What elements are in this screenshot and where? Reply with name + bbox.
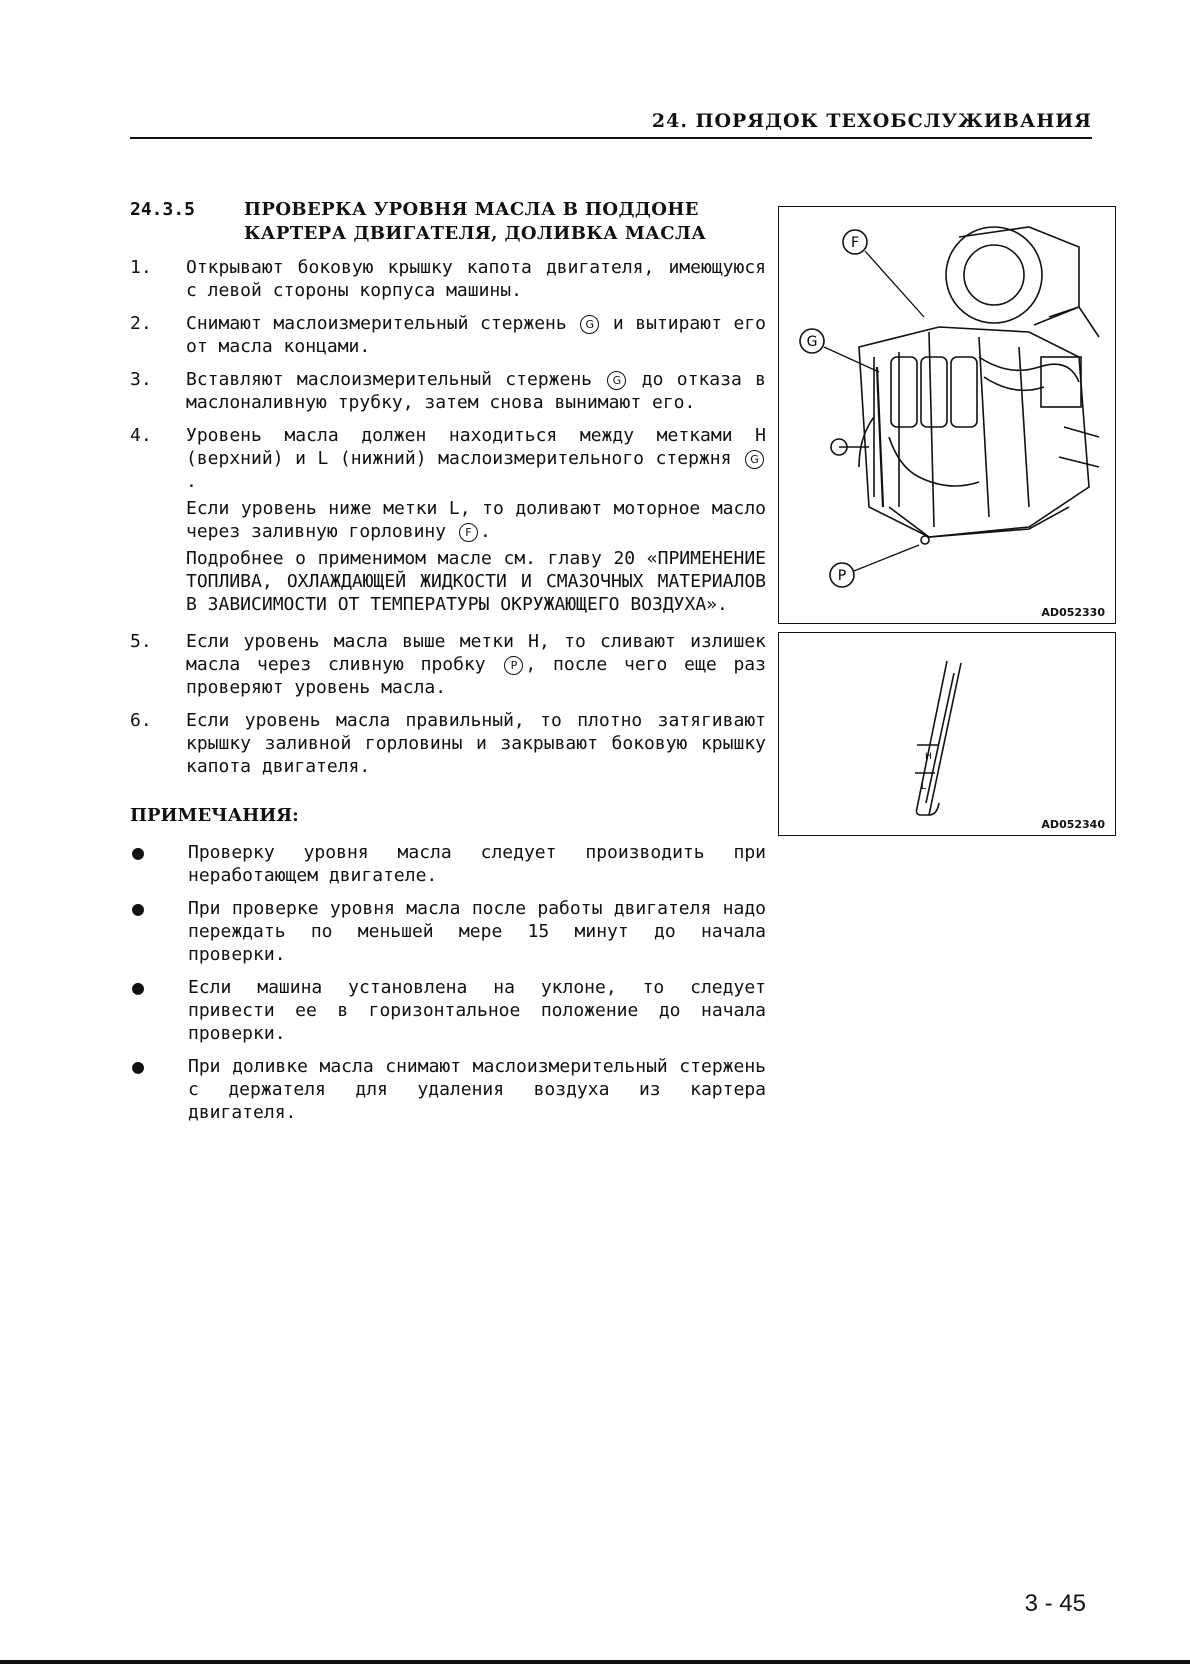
step-text-part: Вставляют маслоизмерительный стержень xyxy=(186,369,593,390)
callout-mark: G xyxy=(580,315,599,334)
notes-list xyxy=(130,841,766,1124)
mark-h-label: H xyxy=(925,752,932,762)
step-text xyxy=(186,424,766,620)
callout-mark: G xyxy=(607,371,626,390)
bullet-icon: ● xyxy=(132,975,145,999)
callout-mark: G xyxy=(745,450,764,469)
step-number: 1. xyxy=(130,257,152,278)
step-paragraph: Подробнее о применимом масле см. главу 20 «ПРИМЕНЕНИЕ ТОПЛИВА, ОХЛАЖДАЮЩЕЙ ЖИДКОСТИ И СМАЗОЧНЫХ МАТЕРИАЛОВ В ЗАВИСИМОСТИ ОТ ТЕМПЕРАТУРЫ ОКРУЖАЮЩЕГО ВОЗДУХА». xyxy=(186,548,766,615)
note-text: Если машина установлена на уклоне, то следует привести ее в горизонтальное положение до начала проверки. xyxy=(188,977,766,1044)
dipstick-figure xyxy=(778,632,1116,836)
note-item xyxy=(130,976,766,1045)
note-text: При доливке масла снимают маслоизмерительный стержень с держателя для удаления воздуха из картера двигателя. xyxy=(188,1056,766,1123)
section-number: 24.3.5 xyxy=(130,199,196,220)
step-text-part: до отказа в маслоналивную трубку, затем снова вынимают его. xyxy=(186,369,766,413)
procedure-steps xyxy=(130,256,766,778)
engine-figure xyxy=(778,206,1116,624)
section-title: ПРОВЕРКА УРОВНЯ МАСЛА В ПОДДОНЕ КАРТЕРА ДВИГАТЕЛЯ, ДОЛИВКА МАСЛА xyxy=(244,199,707,244)
step-number: 3. xyxy=(130,369,152,390)
callout-mark: P xyxy=(504,656,523,675)
step-text xyxy=(186,630,766,699)
figure-code: AD052330 xyxy=(1041,606,1105,619)
step-2 xyxy=(130,312,766,358)
step-text-part: . xyxy=(479,521,491,542)
step-3 xyxy=(130,368,766,414)
figure-code: AD052340 xyxy=(1041,818,1105,831)
note-text: При проверке уровня масла после работы двигателя надо переждать по меньшей мере 15 минут до начала проверки. xyxy=(188,898,766,965)
step-text-part: Уровень масла должен находиться между метками H (верхний) и L (нижний) маслоизмерительного стержня xyxy=(186,425,766,469)
callout-f-icon xyxy=(843,230,867,254)
section-heading xyxy=(130,198,766,246)
callout-g-icon xyxy=(800,329,824,353)
step-text-part: , после чего еще раз проверяют уровень масла. xyxy=(186,654,766,698)
callout-p-label: P xyxy=(837,568,847,584)
footer-divider xyxy=(0,1660,1190,1664)
step-5 xyxy=(130,630,766,699)
dipstick-illustration xyxy=(779,633,1115,835)
header-divider xyxy=(130,137,1092,139)
step-text xyxy=(186,368,766,414)
step-paragraph xyxy=(186,424,766,493)
step-number: 4. xyxy=(130,425,152,446)
step-number: 5. xyxy=(130,631,152,652)
page-header-title: 24. ПОРЯДОК ТЕХОБСЛУЖИВАНИЯ xyxy=(651,110,1092,132)
step-6 xyxy=(130,709,766,778)
page-number: 3 - 45 xyxy=(1024,1590,1086,1617)
step-text-part: Снимают маслоизмерительный стержень xyxy=(186,313,567,334)
step-text-part: . xyxy=(186,471,197,492)
note-text: Проверку уровня масла следует производить при неработающем двигателе. xyxy=(188,842,766,886)
step-number: 6. xyxy=(130,710,152,731)
note-item xyxy=(130,1055,766,1124)
engine-illustration xyxy=(779,207,1115,623)
step-paragraph xyxy=(186,497,766,543)
step-1 xyxy=(130,256,766,302)
step-text xyxy=(186,312,766,358)
callout-g-label: G xyxy=(806,334,818,350)
step-text-part: Если уровень масла выше метки H, то сливают излишек масла через сливную пробку xyxy=(186,631,766,675)
mark-l-label: L xyxy=(921,782,927,792)
callout-mark: F xyxy=(459,523,478,542)
callout-p-icon xyxy=(830,563,854,587)
notes-heading: ПРИМЕЧАНИЯ: xyxy=(130,805,299,826)
step-4 xyxy=(130,424,766,620)
step-number: 2. xyxy=(130,313,152,334)
bullet-icon: ● xyxy=(132,840,145,864)
bullet-icon: ● xyxy=(132,1054,145,1078)
note-item xyxy=(130,897,766,966)
step-text: Открывают боковую крышку капота двигателя, имеющуюся с левой стороны корпуса машины. xyxy=(186,257,766,301)
callout-f-label: F xyxy=(850,235,860,251)
note-item xyxy=(130,841,766,887)
step-text-part: и вытирают его от масла концами. xyxy=(186,313,767,357)
step-text: Если уровень масла правильный, то плотно затягивают крышку заливной горловины и закрывают боковую крышку капота двигателя. xyxy=(186,710,766,777)
bullet-icon: ● xyxy=(132,896,145,920)
step-text-part: Если уровень ниже метки L, то доливают моторное масло через заливную горловину xyxy=(186,498,766,542)
main-text-column xyxy=(130,198,766,1134)
